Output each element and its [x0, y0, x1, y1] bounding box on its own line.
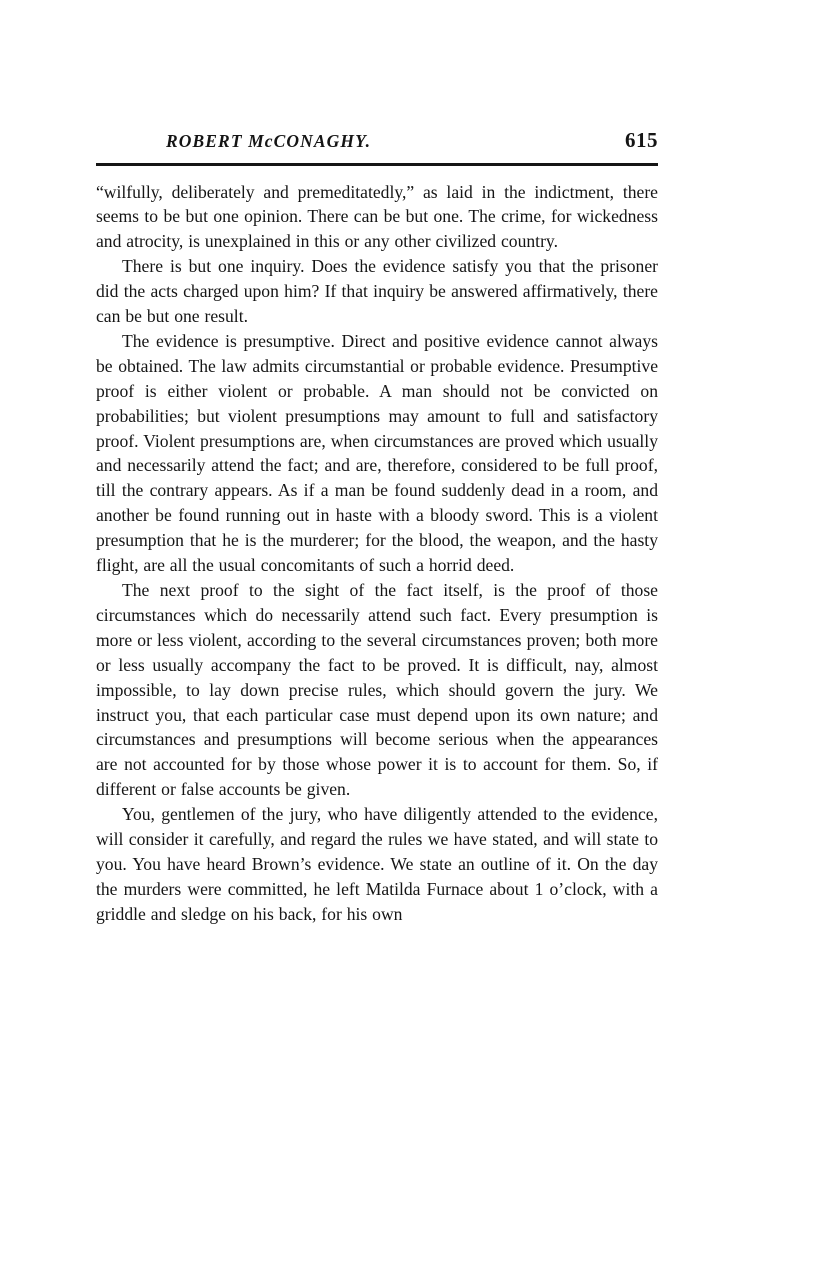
running-title: ROBERT McCONAGHY. [166, 131, 372, 151]
paragraph: There is but one inquiry. Does the evidence satisfy you that the prisoner did the acts charged upon him? If that inquiry be answered affirmatively, there can be but one result. [96, 256, 658, 327]
page-content [96, 128, 658, 927]
paragraph: The evidence is presumptive. Direct and positive evidence cannot always be obtained. The law admits circumstantial or probable evidence. Presumptive proof is either violent or probable. A man should not be convicted on probabilities; but violent presumptions may amount to full and satisfactory proof. Violent presumptions are, when circumstances are proved which usually and necessarily attend the fact; and are, therefore, considered to be full proof, till the contrary appears. As if a man be found suddenly dead in a room, and another be found running out in haste with a bloody sword. This is a violent presumption that he is the murderer; for the blood, the weapon, and the hasty flight, are all the usual concomitants of such a horrid deed. [96, 330, 658, 576]
body-text [96, 180, 658, 927]
paragraph: You, gentlemen of the jury, who have diligently attended to the evidence, will consider it carefully, and regard the rules we have stated, and will state to you. You have heard Brown’s evidence. We state an outline of it. On the day the murders were committed, he left Matilda Furnace about 1 o’clock, with a griddle and sledge on his back, for his own [96, 804, 658, 924]
running-head [96, 128, 658, 153]
page-number: 615 [625, 128, 658, 152]
paragraph: The next proof to the sight of the fact itself, is the proof of those circumstances which do necessarily attend such fact. Every presumption is more or less violent, according to the several circumstances proven; both more or less usually accompany the fact to be proved. It is difficult, nay, almost impossible, to lay down precise rules, which should govern the jury. We instruct you, that each particular case must depend upon its own nature; and circumstances and presumptions will become serious when the appearances are not accounted for by those whose power it is to account for them. So, if different or false accounts be given. [96, 580, 658, 800]
header-rule [96, 163, 658, 166]
paragraph: “wilfully, deliberately and premeditatedly,” as laid in the indictment, there seems to be but one opinion. There can be but one. The crime, for wickedness and atrocity, is unexplained in this or any other civilized country. [96, 181, 658, 252]
